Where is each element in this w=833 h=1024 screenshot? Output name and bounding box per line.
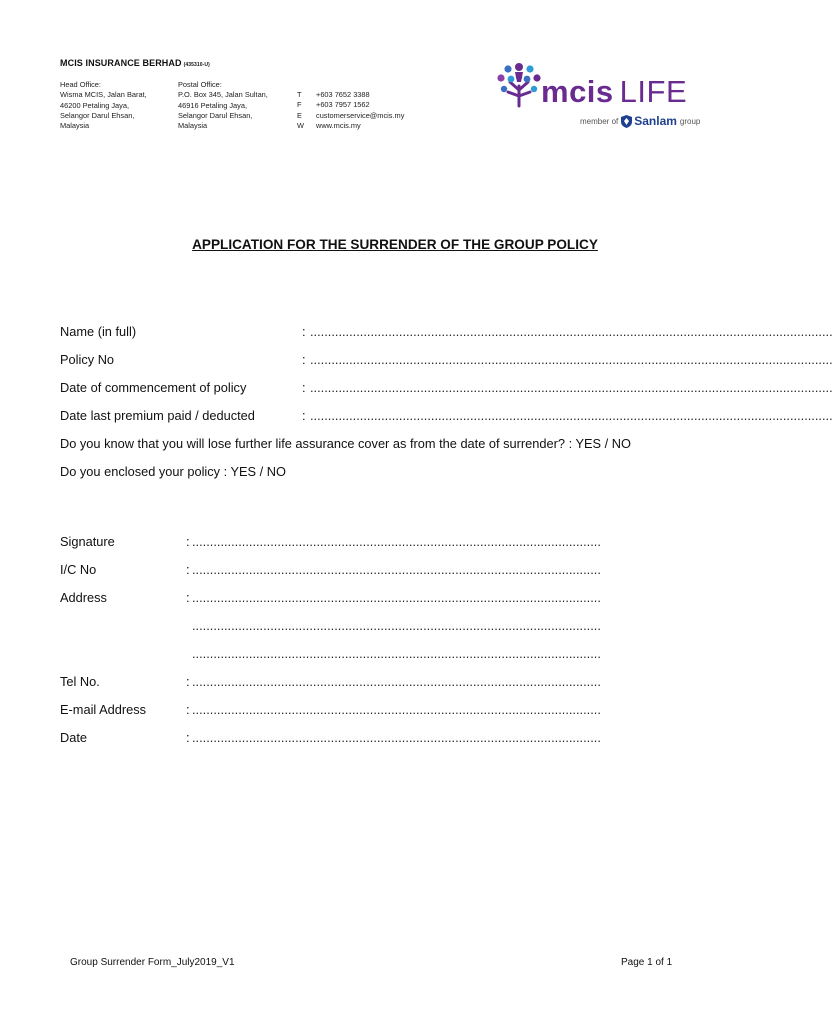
signature-label: Signature	[60, 534, 115, 549]
company-name: MCIS INSURANCE BERHAD (435310-U)	[60, 58, 210, 68]
date-field[interactable]: ...................................................................................................................	[192, 730, 601, 745]
signature-field[interactable]: ...................................................................................................................	[192, 534, 601, 549]
address-label: Address	[60, 590, 107, 605]
fax-number: +603 7957 1562	[316, 100, 370, 110]
brand-wordmark: mcis LIFE	[541, 74, 688, 109]
date-label: Date	[60, 730, 88, 745]
address-field-line-3[interactable]: ...................................................................................................................	[192, 646, 601, 661]
field-colon: :	[302, 352, 306, 367]
email-label: E-mail Address	[60, 702, 147, 717]
postal-office-address: Postal Office: P.O. Box 345, Jalan Sultan, 46916 Petaling Jaya, Selangor Darul Ehsan, Malaysia	[178, 80, 268, 131]
address-field-line-1[interactable]: ...................................................................................................................	[192, 590, 601, 605]
field-colon: :	[186, 562, 190, 577]
name-field[interactable]: ...................................................................................................................................................	[310, 324, 833, 339]
commencement-date-label: Date of commencement of policy	[60, 380, 247, 395]
form-id: Group Surrender Form_July2019_V1	[70, 957, 235, 968]
email-field[interactable]: ...................................................................................................................	[192, 702, 601, 717]
tel-no-field[interactable]: ...................................................................................................................	[192, 674, 601, 689]
field-colon: :	[186, 702, 190, 717]
field-colon: :	[186, 534, 190, 549]
form-title: APPLICATION FOR THE SURRENDER OF THE GROUP POLICY	[192, 237, 598, 252]
address-field-line-2[interactable]: ...................................................................................................................	[192, 618, 601, 633]
field-colon: :	[186, 730, 190, 745]
sanlam-shield-icon	[621, 115, 632, 128]
head-office-address: Head Office: Wisma MCIS, Jalan Barat, 46200 Petaling Jaya, Selangor Darul Ehsan, Malaysia	[60, 80, 147, 131]
field-colon: :	[302, 324, 306, 339]
policy-no-label: Policy No	[60, 352, 115, 367]
contact-values	[316, 90, 404, 131]
page-number: Page 1 of 1	[621, 957, 673, 968]
email-address: customerservice@mcis.my	[316, 110, 405, 120]
enclosed-policy-question[interactable]: Do you enclosed your policy : YES / NO	[60, 464, 286, 479]
ic-no-label: I/C No	[60, 562, 97, 577]
contact-labels: T F E W	[297, 90, 304, 130]
name-label: Name (in full)	[60, 324, 137, 339]
field-colon: :	[302, 380, 306, 395]
field-colon: :	[186, 674, 190, 689]
member-of-sanlam: member of Sanlam group	[580, 114, 701, 128]
field-colon: :	[186, 590, 190, 605]
last-premium-field[interactable]: ...................................................................................................................................................	[310, 408, 833, 423]
field-colon: :	[302, 408, 306, 423]
phone-number: +603 7652 3388	[316, 90, 370, 99]
ic-no-field[interactable]: ...................................................................................................................	[192, 562, 601, 577]
website: www.mcis.my	[316, 120, 361, 130]
company-reg: (435310-U)	[183, 62, 210, 68]
tree-of-people-icon	[496, 60, 542, 108]
tel-no-label: Tel No.	[60, 674, 100, 689]
policy-no-field[interactable]: ...................................................................................................................................................	[310, 352, 833, 367]
commencement-date-field[interactable]: ...................................................................................................................................................	[310, 380, 833, 395]
last-premium-label: Date last premium paid / deducted	[60, 408, 255, 423]
lose-cover-question[interactable]: Do you know that you will lose further life assurance cover as from the date of surrender? : YES / NO	[60, 436, 631, 451]
